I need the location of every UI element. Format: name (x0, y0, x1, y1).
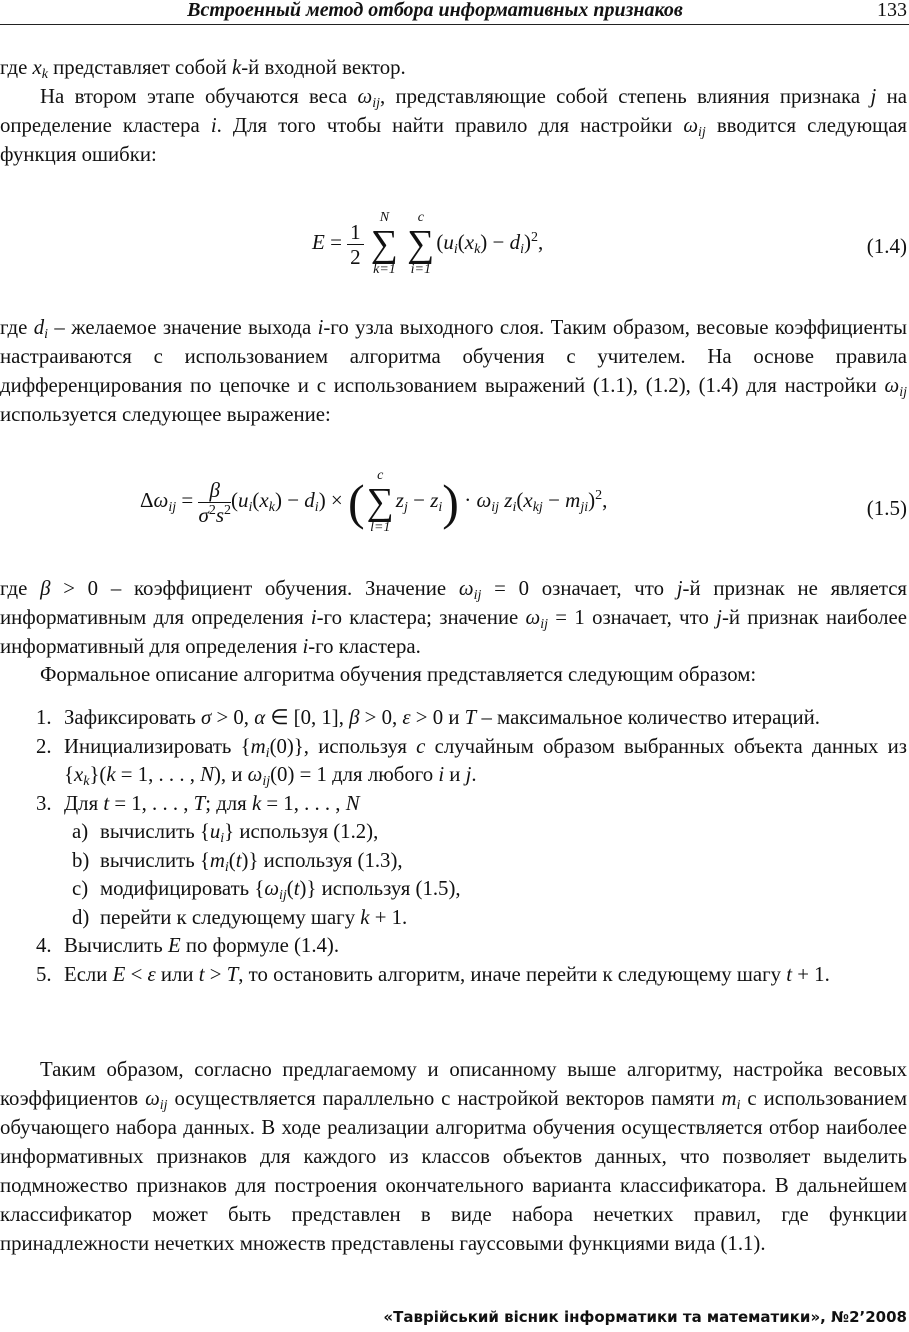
journal-footer: «Таврійський вісник інформатики та математики», №2’2008 (383, 1308, 907, 1326)
list-subitem: b) вычислить $\{m_i(t)\}$ используя (1.3), (72, 848, 403, 875)
list-item: 2. Инициализировать $\{m_i(0)\}$, используя c случайным образом выбранных объекта данных из $\{x_k\}(k = 1$, . . . , N), и $\omega_{ij}(0) = 1$ для любого i и j. (36, 734, 908, 789)
paragraph: Формальное описание алгоритма обучения представляется следующим образом: (40, 663, 757, 686)
equation-number: (1.4) (866, 234, 907, 258)
paragraph: Таким образом, согласно предлагаемому и описанному выше алгоритму, настройка весовых коэффициентов $\omega_{ij}$ осуществляется параллельно с настройкой векторов памяти $m_i$ с использованием обучающего набора данных. В ходе реализации алгоритма обучения осуществляется отбор наиболее информативных признаков для каждого из классов объектов данных, что позволяет выделить подмножество признаков для построения окончательного варианта классификатора. В дальнейшем классификатор может быть представлен в виде набора нечетких правил, где функции принадлежности нечетких множеств представлены гауссовыми функциями вида (1.1). (0, 1058, 907, 1255)
list-item: 3. Для t = 1, . . . , T; для k = 1, . . . , N (36, 791, 360, 815)
paragraph: На втором этапе обучаются веса $\omega_{ij}$, представляющие собой степень влияния признака j на определение кластера i. Для того чтобы найти правило для настройки $\omega_{ij}$ вводится следующая функция ошибки: (0, 85, 908, 166)
document-page: Встроенный метод отбора информативных признаков 133 где $x_k$ представляет собой k-й входной вектор. На втором этапе обучаются веса $\omega_{ij}$, представляющие собой степень влияния признака j на определение кластера i. Для того чтобы найти правило для настройки $\omega_{ij}$ вводится следующая функция ошибки: E = $\frac{1}{2}$ N ∑ k=1 c ∑ i=1 $(u_i(x_k) - d_i)^2$, (1.4) где $d_i$ – желаемое значение выхода i-го узла выходного слоя. Таким образом, весовые коэффициенты настраиваются с использованием алгоритма обучения с учителем. На основе правила дифференцирования по цепочке и с использованием выражений (1.1), (1.2), (1.4) для настройки $\omega_{ij}$ используется следующее выражение: $\Delta\omega_{ij}$ = $\frac{\beta}{\sigma^2s^2}$ $(u_i(x_k) - d_i)$ × ( c ∑ l=1 $z_j - z_i) \cdot \omega_{ij}$ $z_i(x_{kj} - m_{ji})^2$, (1.5) где β > 0 – коэффициент обучения. Значение $\omega_{ij} = 0$ означает, что j-й признак не является информативным для определения i-го кластера; значение $\omega_{ij} = 1$ означает, что j-й признак наиболее информативный для определения i-го кластера. Формальное описание алгоритма обучения представляется следующим образом: 1. Зафиксировать σ > 0, α ∈ [0, 1], β > 0, ε > 0 и T – максимальное количество итераций. 2. Инициализировать $\{m_i(0)\}$, используя c случайным образом выбранных объекта данных из $\{x_k\}(k = 1$, . . . , N), и $\omega_{ij}(0) = 1$ для любого i и j. 3. Для t = 1, . . . , T; для k = 1, . . . , N a) вычислить $\{u_i\}$ используя (1.2), b) вычислить $\{m_i(t)\}$ используя (1.3), c) модифицировать $\{\omega_{ij}(t)\}$ используя (1.5), d) перейти к следующему шагу k + 1. 4. Вычислить E по формуле (1.4). 5. Если E < ε или t > T, то остановить алгоритм, иначе перейти к следующему шагу t + 1. Таким образом, согласно предлагаемому и описанному выше алгоритму, настройка весовых коэффициентов $\omega_{ij}$ осуществляется параллельно с настройкой векторов памяти $m_i$ с использованием обучающего набора данных. В ходе реализации алгоритма обучения осуществляется отбор наиболее информативных признаков для каждого из классов объектов данных, что позволяет выделить подмножество признаков для построения окончательного варианта классификатора. В дальнейшем классификатор может быть представлен в виде набора нечетких правил, где функции принадлежности нечетких множеств представлены гауссовыми функциями вида (1.1). «Таврійський вісник інформатики та математики», №2’2008 (0, 0, 908, 1326)
list-item: 5. Если E < ε или t > T, то остановить алгоритм, иначе перейти к следующему шагу t + 1. (36, 962, 830, 986)
equation-number: (1.5) (866, 496, 907, 520)
running-header (0, 0, 909, 25)
header-title: Встроенный метод отбора информативных признаков (187, 0, 683, 21)
list-item: 1. Зафиксировать σ > 0, α ∈ [0, 1], β > 0, ε > 0 и T – максимальное количество итераций. (36, 706, 820, 729)
paragraph: где $d_i$ – желаемое значение выхода i-го узла выходного слоя. Таким образом, весовые коэффициенты настраиваются с использованием алгоритма обучения с учителем. На основе правила дифференцирования по цепочке и с использованием выражений (1.1), (1.2), (1.4) для настройки $\omega_{ij}$ используется следующее выражение: (0, 316, 907, 426)
page-number: 133 (877, 0, 907, 21)
algorithm-steps (0, 704, 907, 989)
paragraph: где $x_k$ представляет собой k-й входной вектор. (0, 56, 406, 82)
list-subitem: c) модифицировать $\{\omega_{ij}(t)\}$ используя (1.5), (72, 877, 461, 903)
list-subitem: a) вычислить $\{u_i\}$ используя (1.2), (72, 820, 379, 846)
list-subitem: d) перейти к следующему шагу k + 1. (72, 905, 408, 929)
paragraph: где β > 0 – коэффициент обучения. Значение $\omega_{ij} = 0$ означает, что j-й признак не является информативным для определения i-го кластера; значение $\omega_{ij} = 1$ означает, что j-й признак наиболее информативный для определения i-го кластера. (0, 577, 907, 658)
list-item: 4. Вычислить E по формуле (1.4). (36, 934, 340, 957)
